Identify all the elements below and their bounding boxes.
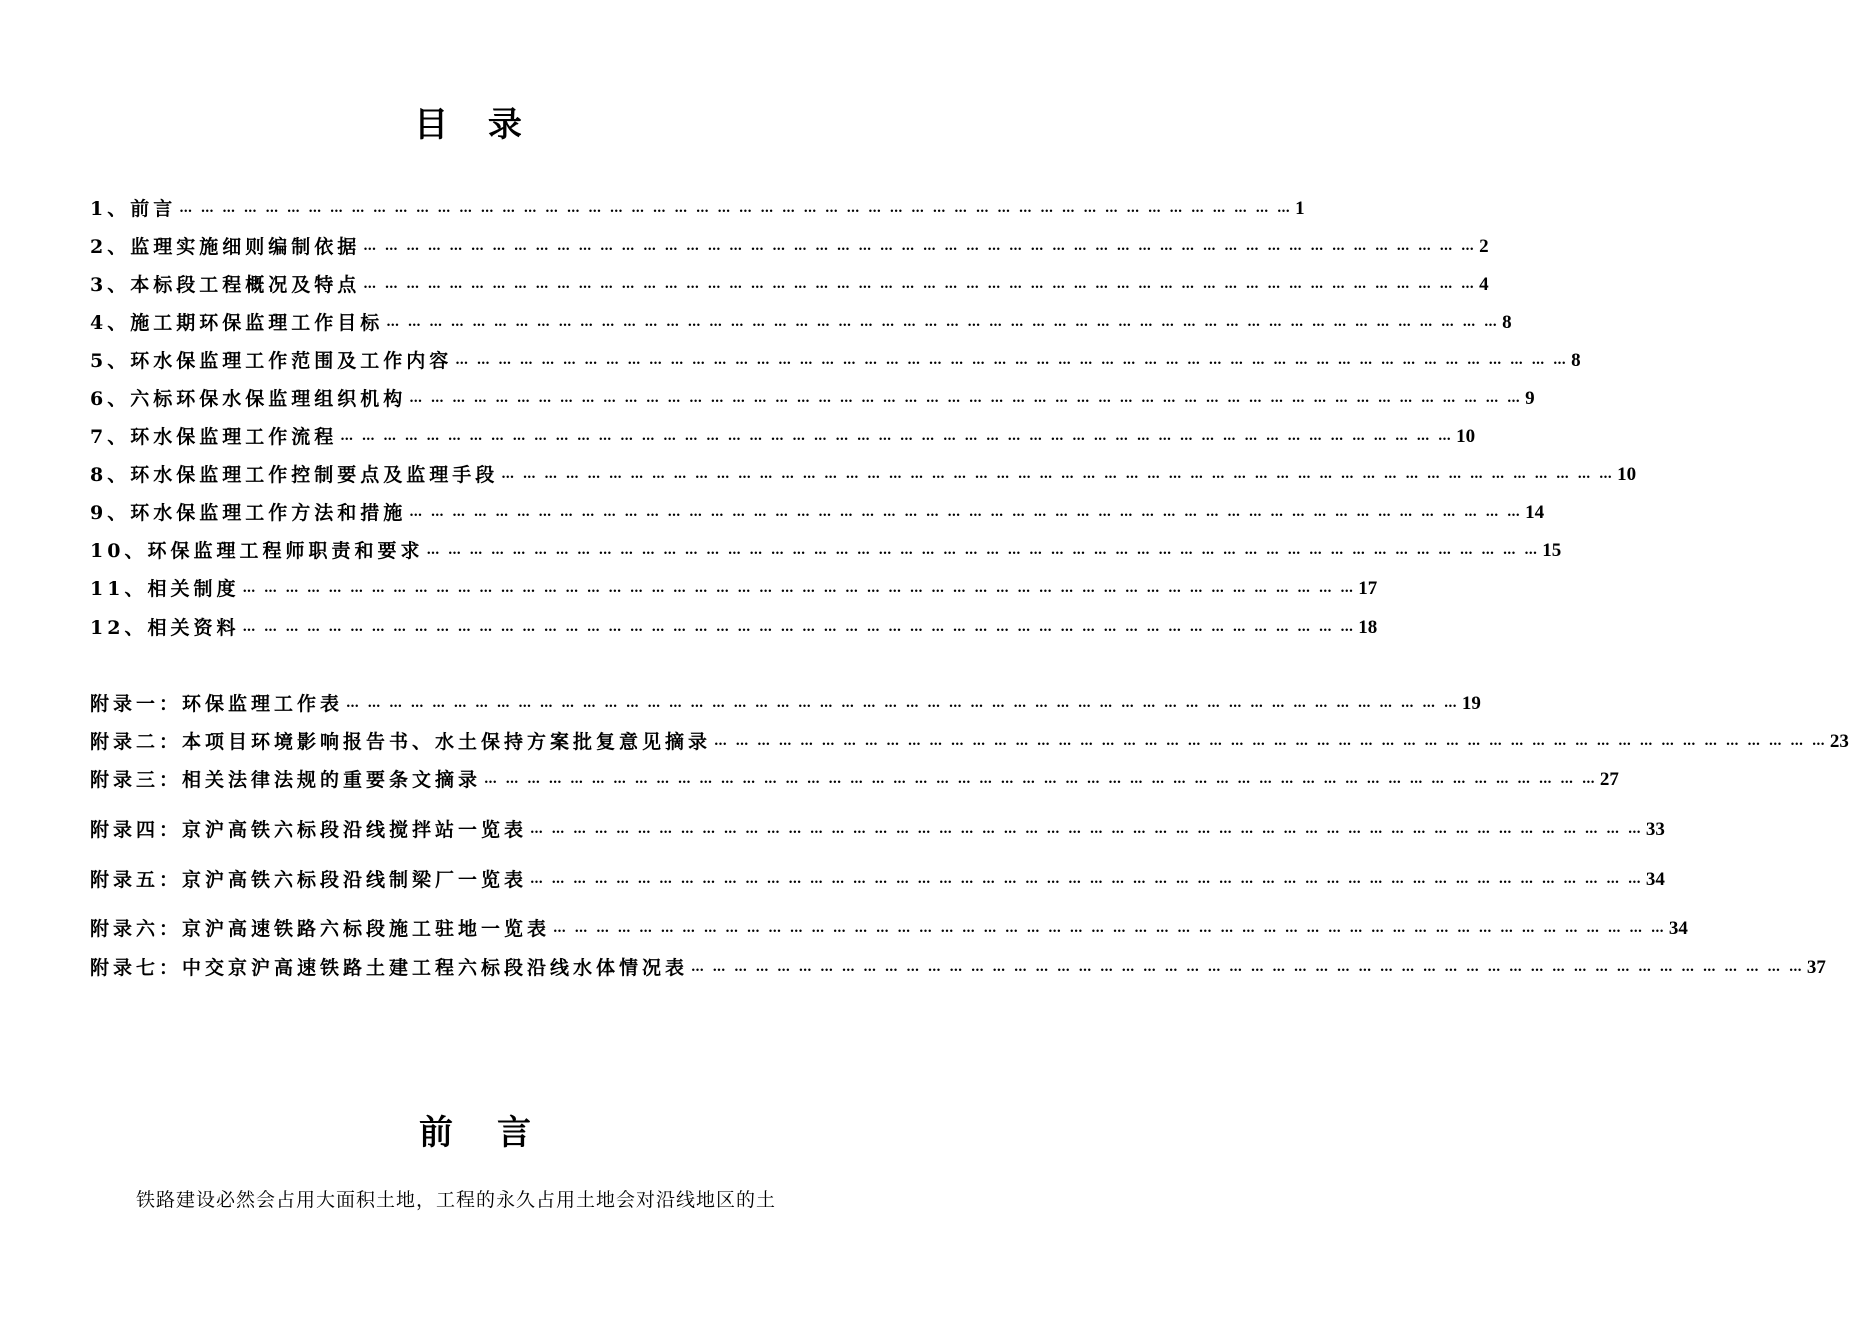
toc-leader: … … … … … … … … … … … … … … … … … … … … … … … … … … … … … … … … … … … … … … … … … … … … … … … … … … … … — [242, 581, 1356, 596]
toc-leader: … … … … … … … … … … … … … … … … … … … … … … … … … … … … … … … … … … … … … … … … … … … … … … … … … … … … — [691, 960, 1804, 975]
toc-leader: … … … … … … … … … … … … … … … … … … … … … … … … … … … … … … … … … … … … … … … … … … … … … … … … … … … … — [363, 277, 1477, 292]
toc-entry-text: 9、环水保监理工作方法和措施 — [90, 502, 407, 524]
toc-entry-text: 6、六标环保水保监理组织机构 — [90, 388, 407, 410]
toc-appendix-entry[interactable] — [90, 727, 1849, 757]
toc-leader: … … … … … … … … … … … … … … … … … … … … … … … … … … … … … … … … … … … … … … … … … … … … … … … … … … … … — [714, 734, 1827, 749]
toc-page-number: 37 — [1806, 957, 1826, 978]
toc-appendix-entry[interactable] — [90, 953, 1826, 983]
toc-entry[interactable] — [90, 574, 1378, 604]
toc-leader: … … … … … … … … … … … … … … … … … … … … … … … … … … … … … … … … … … … … … … … … … … … … … … … … … … … … — [530, 872, 1643, 887]
toc-entry[interactable] — [90, 308, 1512, 338]
toc-leader: … … … … … … … … … … … … … … … … … … … … … … … … … … … … … … … … … … … … … … … … … … … … … … … … … … … … — [530, 822, 1643, 837]
toc-entry[interactable] — [90, 460, 1637, 490]
toc-page-number: 18 — [1358, 617, 1378, 638]
toc-leader: … … … … … … … … … … … … … … … … … … … … … … … … … … … … … … … … … … … … … … … … … … … … … … … … … … … … — [426, 543, 1540, 558]
toc-page-number: 9 — [1525, 388, 1535, 409]
toc-entry-text: 11、相关制度 — [90, 578, 240, 600]
toc-page-number: 1 — [1295, 198, 1305, 219]
toc-page-number: 2 — [1479, 236, 1489, 257]
toc-leader: … … … … … … … … … … … … … … … … … … … … … … … … … … … … … … … … … … … … … … … … … … … … … … … … … … … … — [363, 239, 1477, 254]
toc-page-number: 14 — [1525, 502, 1545, 523]
toc-page-number: 19 — [1461, 693, 1481, 714]
toc-appendix-entry[interactable] — [90, 815, 1665, 845]
toc-leader: … … … … … … … … … … … … … … … … … … … … … … … … … … … … … … … … … … … … … … … … … … … … … … … … … … … … — [409, 391, 1523, 406]
toc-page-number: 34 — [1668, 918, 1688, 939]
toc-entry-text: 4、施工期环保监理工作目标 — [90, 312, 384, 334]
toc-appendix-entry[interactable] — [90, 865, 1665, 895]
toc-entry-text: 附录三：相关法律法规的重要条文摘录 — [90, 769, 482, 791]
toc-entry[interactable] — [90, 346, 1581, 376]
toc-entry[interactable] — [90, 384, 1535, 414]
toc-page-number: 10 — [1617, 464, 1637, 485]
toc-appendix-entry[interactable] — [90, 914, 1688, 944]
toc-entry[interactable] — [90, 422, 1476, 452]
toc-title: 目 录 — [414, 105, 536, 145]
toc-entry-text: 8、环水保监理工作控制要点及监理手段 — [90, 464, 499, 486]
toc-page-number: 8 — [1502, 312, 1512, 333]
toc-entry[interactable] — [90, 613, 1378, 643]
toc-leader: … … … … … … … … … … … … … … … … … … … … … … … … … … … … … … … … … … … … … … … … … … … … … … … … … … … … — [484, 772, 1597, 787]
toc-leader: … … … … … … … … … … … … … … … … … … … … … … … … … … … … … … … … … … … … … … … … … … … … … … … … … … … … — [409, 505, 1523, 520]
toc-leader: … … … … … … … … … … … … … … … … … … … … … … … … … … … … … … … … … … … … … … … … … … … … … … … … … … … … — [340, 429, 1454, 444]
toc-entry[interactable] — [90, 194, 1305, 224]
preface-paragraph: 铁路建设必然会占用大面积土地，工程的永久占用土地会对沿线地区的土 — [136, 1189, 777, 1211]
toc-entry-text: 附录七：中交京沪高速铁路土建工程六标段沿线水体情况表 — [90, 957, 689, 979]
toc-entry-text: 5、环水保监理工作范围及工作内容 — [90, 350, 453, 372]
toc-page-number: 33 — [1645, 819, 1665, 840]
toc-page-number: 23 — [1829, 731, 1849, 752]
toc-entry[interactable] — [90, 498, 1545, 528]
toc-entry-text: 2、监理实施细则编制依据 — [90, 236, 361, 258]
toc-appendix-entry[interactable] — [90, 689, 1481, 719]
toc-leader: … … … … … … … … … … … … … … … … … … … … … … … … … … … … … … … … … … … … … … … … … … … … … … … … … … … … — [553, 921, 1666, 936]
toc-entry-text: 附录六：京沪高速铁路六标段施工驻地一览表 — [90, 918, 551, 940]
preface-title: 前言 — [419, 1113, 575, 1153]
toc-page-number: 15 — [1542, 540, 1562, 561]
toc-entry-text: 10、环保监理工程师职责和要求 — [90, 540, 424, 562]
toc-leader: … … … … … … … … … … … … … … … … … … … … … … … … … … … … … … … … … … … … … … … … … … … … … … … … … … … … — [455, 353, 1569, 368]
toc-page-number: 34 — [1645, 869, 1665, 890]
toc-leader: … … … … … … … … … … … … … … … … … … … … … … … … … … … … … … … … … … … … … … … … … … … … … … … … … … … … — [501, 467, 1615, 482]
toc-page-number: 4 — [1479, 274, 1489, 295]
toc-entry[interactable] — [90, 232, 1489, 262]
toc-entry-text: 附录五：京沪高铁六标段沿线制梁厂一览表 — [90, 869, 528, 891]
toc-page-number: 17 — [1358, 578, 1378, 599]
toc-entry[interactable] — [90, 270, 1489, 300]
toc-entry-text: 1、前言 — [90, 198, 177, 220]
toc-entry[interactable] — [90, 536, 1562, 566]
toc-entry-text: 3、本标段工程概况及特点 — [90, 274, 361, 296]
toc-appendix-entry[interactable] — [90, 765, 1619, 795]
toc-page-number: 27 — [1599, 769, 1619, 790]
toc-entry-text: 7、环水保监理工作流程 — [90, 426, 338, 448]
toc-leader: … … … … … … … … … … … … … … … … … … … … … … … … … … … … … … … … … … … … … … … … … … … … … … … … … … … … — [386, 315, 1500, 330]
toc-leader: … … … … … … … … … … … … … … … … … … … … … … … … … … … … … … … … … … … … … … … … … … … … … … … … … … … … — [179, 201, 1293, 216]
toc-entry-text: 附录二：本项目环境影响报告书、水土保持方案批复意见摘录 — [90, 731, 712, 753]
toc-entry-text: 附录四：京沪高铁六标段沿线搅拌站一览表 — [90, 819, 528, 841]
toc-page-number: 10 — [1456, 426, 1476, 447]
toc-entry-text: 附录一：环保监理工作表 — [90, 693, 344, 715]
toc-page-number: 8 — [1571, 350, 1581, 371]
toc-entry-text: 12、相关资料 — [90, 617, 240, 639]
toc-leader: … … … … … … … … … … … … … … … … … … … … … … … … … … … … … … … … … … … … … … … … … … … … … … … … … … … … — [242, 620, 1356, 635]
toc-leader: … … … … … … … … … … … … … … … … … … … … … … … … … … … … … … … … … … … … … … … … … … … … … … … … … … … … — [346, 696, 1459, 711]
